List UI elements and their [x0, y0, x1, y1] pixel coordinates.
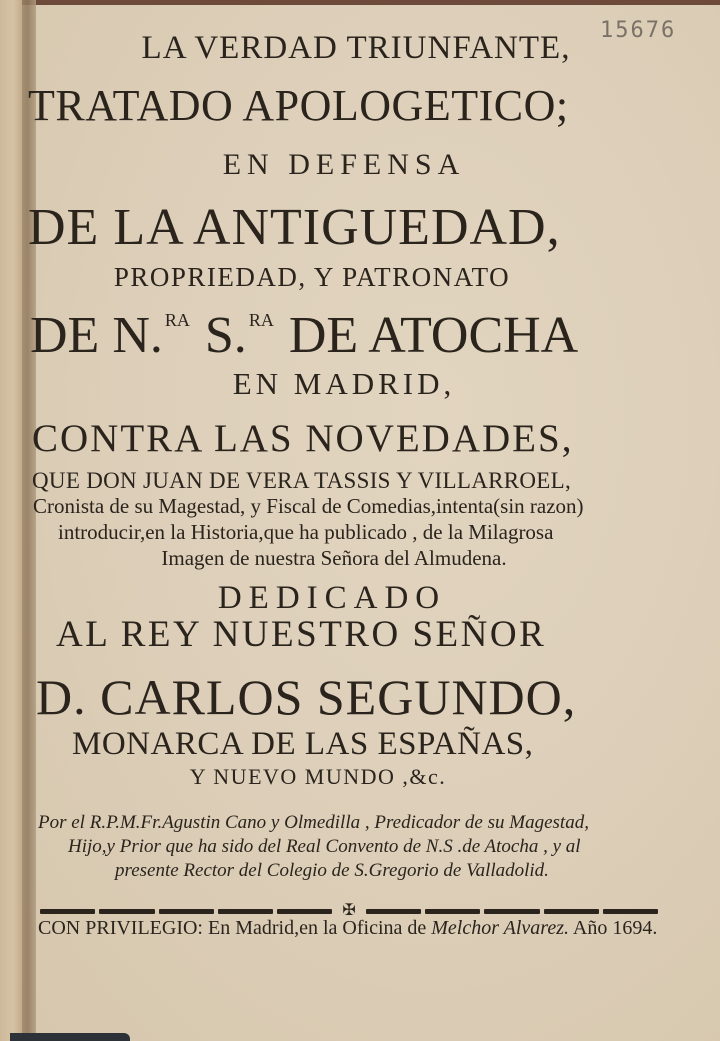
rule-segment [40, 909, 95, 914]
title-line-3: EN DEFENSA [222, 148, 466, 181]
rule-segment [366, 909, 421, 914]
background-corner [10, 1033, 130, 1041]
rule-segment [159, 909, 214, 914]
facing-page-edge [0, 0, 22, 1041]
library-stamp-number: 15676 [600, 18, 677, 43]
title-line-12: Imagen de nuestra Señora del Almudena. [161, 546, 507, 570]
rule-segment [544, 909, 599, 914]
author-line-3: presente Rector del Colegio de S.Gregorio de Valladolid. [115, 860, 549, 881]
atocha-middle: S. [204, 307, 247, 364]
imprint-privilege: CON PRIVILEGIO: [38, 917, 203, 939]
dedication-line-2: AL REY NUESTRO SEÑOR [56, 614, 547, 655]
rule-segment [425, 909, 480, 914]
rule-segment [99, 909, 154, 914]
cross-ornament-icon: ✠ [342, 902, 356, 919]
dedication-line-5: Y NUEVO MUNDO ,&c. [189, 764, 447, 789]
author-line-1: Por el R.P.M.Fr.Agustin Cano y Olmedilla , Predicador de su Magestad, [38, 812, 589, 833]
title-line-1: LA VERDAD TRIUNFANTE, [141, 30, 571, 66]
atocha-superscript-2: RA [248, 310, 274, 330]
page-top-edge [0, 0, 720, 5]
rule-segment [218, 909, 273, 914]
dedication-line-3: D. CARLOS SEGUNDO, [36, 669, 577, 725]
title-line-9: QUE DON JUAN DE VERA TASSIS Y VILLARROEL, [32, 468, 572, 493]
title-line-7: EN MADRID, [232, 366, 456, 401]
atocha-superscript-1: RA [164, 310, 190, 330]
imprint-line [38, 917, 678, 940]
rule-segment [277, 909, 332, 914]
rule-segment [603, 909, 658, 914]
dedication-line-4: MONARCA DE LAS ESPAÑAS, [72, 726, 534, 762]
title-line-2: TRATADO APOLOGETICO; [28, 81, 569, 130]
title-line-atocha [30, 306, 670, 365]
imprint-place: En Madrid,en la Oficina de [208, 917, 427, 939]
title-line-8: CONTRA LAS NOVEDADES, [32, 417, 574, 460]
title-line-11: introducir,en la Historia,que ha publicado , de la Milagrosa [58, 520, 554, 544]
title-line-5: PROPRIEDAD, Y PATRONATO [113, 262, 511, 292]
atocha-suffix: DE ATOCHA [288, 307, 579, 364]
atocha-prefix: DE N. [30, 307, 163, 364]
dedication-line-1: DEDICADO [217, 580, 447, 616]
ornamental-rule [40, 904, 658, 918]
title-line-4: DE LA ANTIGUEDAD, [28, 199, 561, 256]
imprint-year: Año 1694. [572, 917, 658, 939]
title-line-10: Cronista de su Magestad, y Fiscal de Comedias,intenta(sin razon) [33, 494, 584, 518]
author-line-2: Hijo,y Prior que ha sido del Real Convento de N.S .de Atocha , y al [68, 836, 581, 857]
rule-segment [484, 909, 539, 914]
imprint-printer: Melchor Alvarez. [431, 917, 570, 939]
